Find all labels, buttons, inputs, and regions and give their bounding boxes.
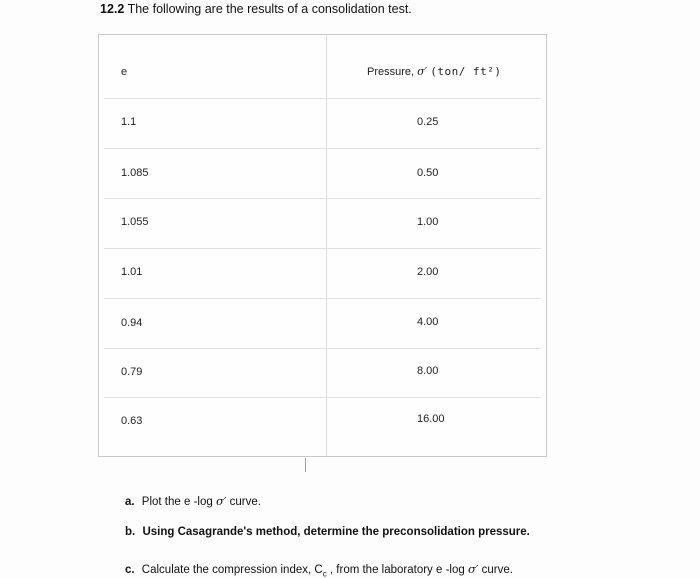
row-divider — [104, 198, 541, 199]
row-divider — [104, 298, 541, 299]
question-c-letter: c. — [125, 564, 135, 576]
table-cell-e: 0.94 — [121, 317, 143, 329]
row-divider — [104, 148, 541, 149]
question-b-text: Using Casagrande's method, determine the preconsolidation pressure. — [142, 526, 530, 538]
row-divider — [104, 348, 541, 349]
table-cell-e: 0.63 — [121, 415, 143, 427]
sigma-prime-symbol: σ′ — [467, 562, 479, 576]
table-cell-pressure: 1.00 — [417, 216, 439, 228]
table-cell-pressure: 8.00 — [417, 365, 439, 377]
header-pressure-unit: (ton/ ft²) — [430, 65, 502, 78]
question-c-text-middle: , from the laboratory e -log — [329, 564, 465, 576]
question-a-letter: a. — [125, 496, 135, 508]
table-cell-e: 1.085 — [121, 167, 149, 179]
question-c-text-after: curve. — [481, 564, 513, 576]
row-divider — [104, 248, 541, 249]
pen-mark — [305, 458, 306, 472]
question-a-text-before: Plot the e -log — [141, 496, 213, 508]
table-cell-e: 1.1 — [121, 116, 137, 128]
problem-statement: The following are the results of a consolidation test. — [127, 2, 412, 16]
results-table — [98, 34, 547, 457]
problem-number: 12.2 — [100, 2, 125, 16]
table-cell-e: 1.01 — [121, 266, 143, 278]
table-cell-pressure: 0.25 — [417, 116, 439, 128]
sigma-prime-symbol: σ′ — [417, 65, 428, 78]
table-cell-e: 0.79 — [121, 366, 143, 378]
row-divider — [104, 397, 541, 398]
header-void-ratio: e — [121, 66, 128, 78]
question-c-subscript: c — [322, 569, 327, 578]
sigma-prime-symbol: σ′ — [215, 494, 227, 508]
problem-heading — [100, 2, 412, 16]
table-cell-pressure: 0.50 — [417, 167, 439, 179]
table-cell-e: 1.055 — [121, 216, 149, 228]
table-cell-pressure: 16.00 — [417, 413, 445, 425]
question-c-text-before: Calculate the compression index, C — [141, 564, 323, 576]
question-a — [125, 494, 261, 508]
header-pressure-prefix: Pressure, — [367, 66, 415, 78]
table-cell-pressure: 2.00 — [417, 266, 439, 278]
question-b — [125, 526, 530, 538]
question-a-text-after: curve. — [229, 496, 261, 508]
table-cell-pressure: 4.00 — [417, 316, 439, 328]
question-c — [125, 562, 513, 578]
question-b-letter: b. — [125, 526, 136, 538]
header-pressure — [367, 65, 501, 78]
row-divider — [104, 98, 541, 99]
